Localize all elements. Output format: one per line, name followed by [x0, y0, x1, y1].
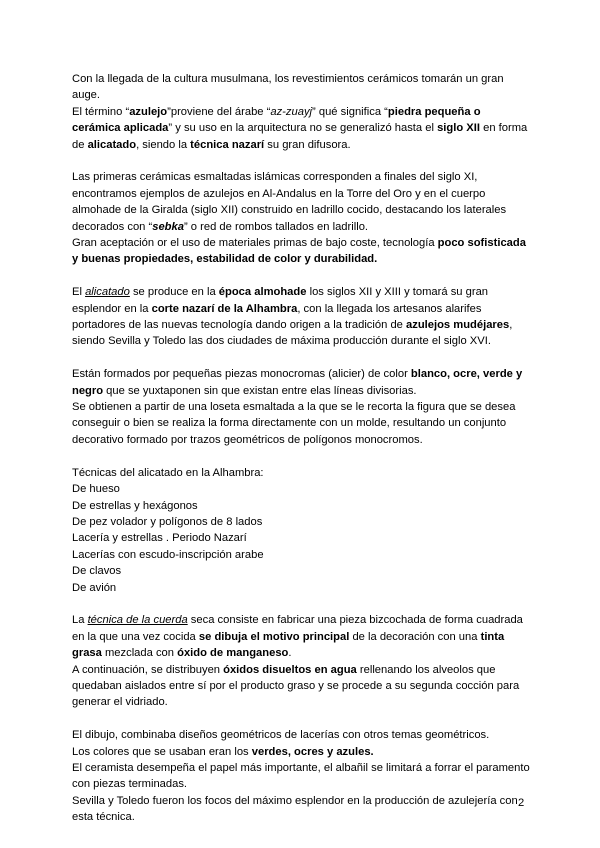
list-item: De pez volador y polígonos de 8 lados [72, 515, 263, 528]
paragraph-pieces: Están formados por pequeñas piezas monocromas (alicier) de color blanco, ocre, verde y negro que se yuxtaponen sin que existan entre elas líneas divisorias. [72, 368, 523, 397]
paragraph-azulejo-origin: El término “azulejo”proviene del árabe “az-zuayj” qué significa “piedra pequeña o cerámica aplicada” y su uso en la arquitectura no se generalizó hasta el siglo XII en forma de alicatado, siendo la técnica nazarí su gran difusora. [72, 105, 528, 151]
paragraph-ceramist: El ceramista desempeña el papel más importante, el albañil se limitará a forrar el paramento con piezas terminadas. [72, 761, 530, 791]
term-az-zuayj: az-zuayj [270, 105, 313, 118]
list-item: De avión [72, 581, 117, 594]
paragraph-cuerda-seca: La técnica de la cuerda seca consiste en fabricar una pieza bizcochada de forma cuadrada en la que una vez cocida se dibuja el motivo principal de la decoración con una tinta grasa mezclada con óxido de manganeso. [72, 614, 523, 660]
paragraph-process: Se obtienen a partir de una loseta esmaltada a la que se le recorta la figura que se desea conseguir o bien se realiza la forma directamente con un molde, resultando un conjunto decorativo formado por trazos geométricos de polígonos monocromos. [72, 401, 516, 446]
paragraph-acceptance: Gran aceptación or el uso de materiales primas de bajo coste, tecnología poco sofisticada y buenas propiedades, estabilidad de color y durabilidad. [72, 237, 526, 266]
techniques-list-title: Técnicas del alicatado en la Alhambra: [72, 466, 264, 479]
document-body [72, 71, 532, 826]
paragraph-oxides: A continuación, se distribuyen óxidos disueltos en agua rellenando los alveolos que quedaban aislados entre sí por el producto graso y se procede a su segunda cocción para generar el vidriado. [72, 663, 520, 709]
term-azulejo: azulejo [129, 105, 168, 118]
paragraph-alicatado: El alicatado se produce en la época almohade los siglos XII y XIII y tomará su gran esplendor en la corte nazarí de la Alhambra, con la llegada los artesanos alarifes portadores de las nuevas tecnología dando origen a la tradición de azulejos mudéjares, siendo Sevilla y Toledo las dos ciudades de máxima producción durante el siglo XVI. [72, 286, 513, 348]
list-item: De hueso [72, 483, 120, 496]
paragraph-first-ceramics: Las primeras cerámicas esmaltadas islámicas corresponden a finales del siglo XI, encontramos ejemplos de azulejos en Al-Andalus en la Torre del Oro y en el cuerpo almohade de la Giralda (siglo XII) construido en ladrillo cocido, destacando los laterales decorados con “sebka” o red de rombos tallados en ladrillo. [72, 171, 507, 233]
paragraph-intro: Con la llegada de la cultura musulmana, los revestimientos cerámicos tomarán un gran auge. [72, 73, 504, 102]
paragraph-sevilla-toledo: Sevilla y Toledo fueron los focos del máximo esplendor en la producción de azulejería con esta técnica. [72, 794, 518, 824]
paragraph-drawing: El dibujo, combinaba diseños geométricos de lacerías con otros temas geométricos. [72, 729, 490, 742]
term-tecnica-cuerda: técnica de la cuerda [87, 614, 188, 627]
list-item: De clavos [72, 565, 122, 578]
paragraph-colors: Los colores que se usaban eran los verdes, ocres y azules. [72, 745, 374, 758]
list-item: Lacerías con escudo-inscripción arabe [72, 548, 264, 561]
list-item: Lacería y estrellas . Periodo Nazarí [72, 532, 247, 545]
term-alicatado: alicatado [85, 286, 130, 299]
page-number: 2 [518, 797, 525, 809]
term-sebka: sebka [152, 220, 184, 233]
techniques-list [72, 465, 532, 596]
list-item: De estrellas y hexágonos [72, 499, 198, 512]
